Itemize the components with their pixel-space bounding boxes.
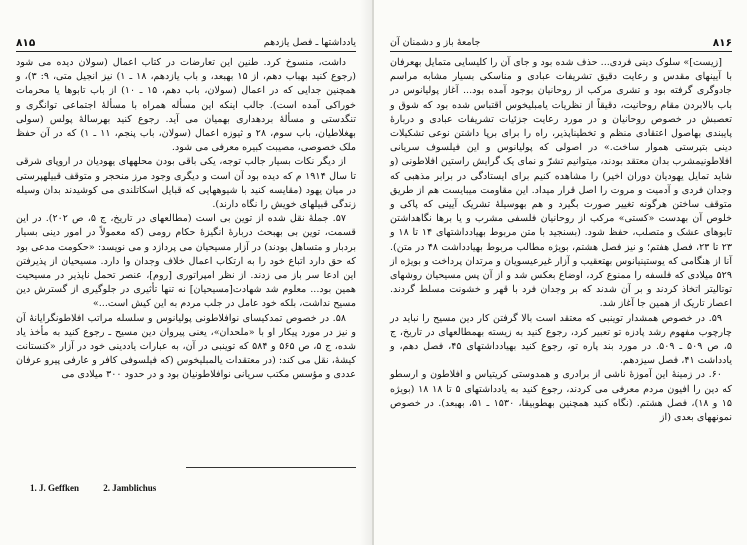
footnote-1: 1. J. Geffken (30, 483, 79, 493)
right-page-number: ۸۱۶ (712, 37, 732, 49)
left-paragraph-1: داشت، منسوخ کرد. طنین این تعارضات در کتاب اعمال (سولان دیده می شود (رجوع کنید بهباب دهم، از ۱۵ بهبعد، و باب یازدهم، ۱۸ ـ ۱) نیز انجیل متی، ۹: ۳)، و همچنین جدایی که در اعمال (سولان، باب دهم، ۱۵ ـ ۱۰) از باب تابوها یا محرمات خوراکی آمده است). جالب اینکه این مسأله همراه با مسألهٔ اجتماعی توانگری و تنگدستی و مسألهٔ بردهداری بهمیان می آید. رجوع کنید بهرسالهٔ پولس (سولی بهغلاطیان، باب سوم، ۲۸ و ثیوزه اعمال (سولان، باب پنجم، ۱۱ ـ ۱) که در آن حفظ ملک خصوصی، مصیبت کبیره معرفی می شود. (16, 57, 356, 154)
left-page-body (16, 56, 356, 383)
left-page-number: ۸۱۵ (16, 37, 36, 49)
left-paragraph-3: ۵۷. جملهٔ نقل شده از توین بی است (مطالعهای در تاریخ، ج ۵، ص ۲۰۲). در این قسمت، توین بی بهبحث دربارهٔ انگیزهٔ حکام رومی (که معمولاً در امور دینی بسیار بردبار و متساهل بودند) در آزار مسیحیان می پردازد و می نویسد: «حکومت مدعی بود که حق دارد اتباع خود را به ارتکاب اعمال خلاف وجدان وا دارد. مسیحیان از پذیرفتن این ادعا سر باز می زدند. از نظر امپراتوری [روم]، عنصر تحمل ناپذیر در مسیحیت همین بود... معلوم شد شهادت[مسیحیان] نه تنها تأثیری در جلوگیری از گسترش دین مسیح نداشت، بلکه خود عامل در جلب مردم به این کیش است...» (16, 213, 356, 310)
footnotes (30, 483, 330, 493)
right-page-body (390, 56, 732, 425)
left-header-rule (16, 51, 356, 52)
left-page-header (16, 34, 356, 52)
right-paragraph-3: ۶۰. در زمینهٔ این آموزهٔ ناشی از برادری و همدوستی کریتیاس و افلاطون و ارسطو که دین را افیون مردم معرفی می کردند، رجوع کنید به یادداشتهای ۵ تا ۱۸ ۱۸ (بویژه ۱۵ و ۱۸)، فصل هشتم. (نگاه کنید همچنین بهطوبیقا، ۱۵۳۰ ـ ۵۱، بهبعد). در خصوص نمونههای بعدی (از (390, 369, 733, 424)
left-running-head: یادداشتها ـ فصل یازدهم (263, 37, 356, 48)
footnote-rule (186, 467, 356, 468)
right-paragraph-2: ۵۹. در خصوص همشدار توینبی که معتقد است بالا گرفتن کار دین مسیح را نباید در چارچوب مفهوم رشد پادزه تو تعبیر کرد، رجوع کنید به زیسته بهمطالعهای در تاریخ، ج ۵، ص ۵۰۹ ـ ۵۰۹. در مورد بند پاره تو، رجوع کنید بهیادداشتهای ۴۵، فصل دهم، و یادداشت ۴۱، فصل سیزدهم. (390, 312, 732, 367)
right-running-head: جامعهٔ باز و دشمنان آن (390, 37, 481, 48)
right-page-header (390, 34, 732, 52)
right-paragraph-1: [زیست]» سلوک دینی فردی... حذف شده بود و جای آن را کلیسایی متمایل بهعرفان با آیینهای مقدس و رعایت دقیق تشریفات عبادی و مناسکی بسیار مشابه مراسم جادوگری گرفته بود و تشری مرکب از روحانیان بوجود آمده بود... آغاز پولیانوس در باب بالابردن مقام روحانیت، دقیقاً از نظریات یامبلیخوس اقتباس شده بود که شوق و تعصبش در خصوص روحانیان و در مورد رعایت جزئیات تشریفات عبادی و دربارهٔ پایبندی بهاصول اعتقادی منظم و تخطیناپذیر، راه را برای برپا داشتن نوعی تشکیلات دینی بتپرستی هموار ساخت.» در اصولی که پولیانوس و این فیلسوف سریانی افلاطونیمشرب بدان معتقد بودند، میتوانیم تشرّ و نمای یک گرایش راستین افلاطونی (و شاید تمایل یهودیان دوران اخیر) را مشاهده کنیم برای ایستادگی در برابر مذهبی که وجدان فردی و آدمیت و مروت را اصل قرار میداد. این مقاومت میبایست هم از طریق متوقف ساختن هرگونه تغییر صورت بگیرد و هم بهوسیلهٔ تشریک آیینی که پاکی و خلوص آن بهدست «کستی» مرکب از روحانیان فلسفی مشرب و یا برها نگاهداشتن تابوهای عشک و متصلب، حفظ شود. (بسنجید با متن مربوط بهیادداشتهای ۱۴ تا ۱۸ و ۲۳ تا ۲۳، فصل هفتم؛ و نیز فصل هشتم، بویژه مطالب مربوط بهیادداشت ۴۸ در متن). آنا از هنگامی که یوستینیانوس بهتعقیب و آزار غیرعیسویان و مرتدان پرداخت و بویژه از ۵۲۹ میلادی که فلسفه را ممنوع کرد، اوضاع بعکس شد و از آن پس مسیحیان روشهای توتالیتر اتخاذ کردند و بر آن شدند که بر وجدان فرد با قهر و خشونت مسلط گردند. اعصار تاریک از همین جا آغاز شد. (390, 57, 732, 310)
footnote-2: 2. Jamblichus (103, 483, 157, 493)
left-paragraph-4: ۵۸. در خصوص تمدکیسای نوافلاطونی پولیانوس و سلسله مراتب افلاطونگرایانهٔ آن و نیز در مورد پیکار او با «ملحدان»، یعنی پیروان دین مسیح ـ رجوع کنید به مأخذ یاد شده، ج ۵، ص ۵۶۵ و ۵۸۴ که توینبی در آن، به عبارات یاددینی خود در آزار «کنستانت کیشهٔ، نقل می کند: (در معتقدات یالمبلیخوس (که فیلسوفی کافر و عارفی پیرو عرفان عددی و مؤسس مکتب سریانی نوافلاطونیان بود و در حدود ۳۰۰ میلادی می (16, 312, 356, 381)
gutter-shadow (360, 0, 372, 545)
book-gutter (372, 0, 374, 545)
right-header-rule (390, 51, 732, 52)
left-paragraph-2: از دیگر نکات بسیار جالب توجه، یکی باقی بودن محلههای یهودیان در اروپای شرقی تا سال ۱۹۱۴ م که دیده بود آن است و دیگری وجود مرز منحجر و متوقف قبیلهپرستی در میان یهود (مقایسه کنید با شیوههایی که قبایل اسکاتلندی می کوشیدند بدان وسیله زندگی قبیلهای خویش را نگاه دارند). (16, 156, 357, 211)
